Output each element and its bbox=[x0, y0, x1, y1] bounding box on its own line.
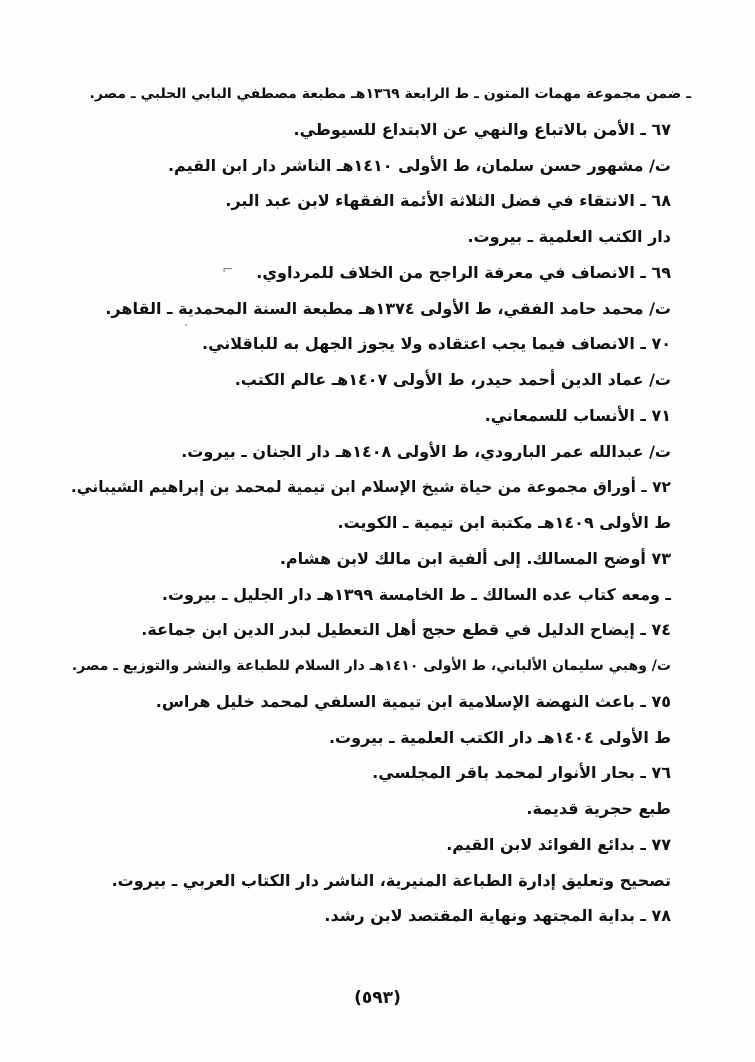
bibliography-line: ط الأولى ١٤٠٩هـ مكتبة ابن تيمية ـ الكويت. bbox=[337, 513, 671, 532]
bibliography-line: تصحيح وتعليق إدارة الطباعة المنيرية، الناشر دار الكتاب العربي ـ بيروت. bbox=[111, 870, 671, 890]
bibliography-entry: ٧٦ ـ بحار الأنوار لمحمد باقر المجلسي. bbox=[372, 763, 671, 783]
bibliography-line: ـ ومعه كتاب عده السالك ـ ط الخامسة ١٣٩٩هـ دار الجليل ـ بيروت. bbox=[161, 584, 671, 604]
bibliography-line: ط الأولى ١٤٠٤هـ دار الكتب العلمية ـ بيروت. bbox=[328, 727, 671, 747]
bibliography-entry: ٧٥ ـ باعث النهضة الإسلامية ابن تيمية السلفي لمحمد خليل هراس. bbox=[155, 691, 671, 711]
bibliography-line: ت/ وهبي سليمان الألباني، ط الأولى ١٤١٠هـ دار السلام للطباعة والنشر والتوزيع ـ مصر. bbox=[71, 658, 671, 674]
scan-dot-icon: · bbox=[184, 318, 189, 334]
bibliography-entry: ٧١ ـ الأنساب للسمعاني. bbox=[484, 405, 671, 425]
bibliography-entry: ٧٤ ـ إيضاح الدليل في قطع حجج أهل التعطيل لبدر الدين ابن جماعة. bbox=[141, 620, 671, 640]
bibliography-entry: ٧٣ أوضح المسالك. إلى ألفية ابن مالك لابن هشام. bbox=[279, 548, 671, 568]
bibliography-entry: ٦٨ ـ الانتقاء في فضل الثلاثة الأئمة الفقهاء لابن عبد البر. bbox=[225, 191, 671, 211]
bibliography-entry: ٧٧ ـ بدائع الفوائد لابن القيم. bbox=[446, 834, 671, 854]
bibliography-entry: ٧٢ ـ أوراق مجموعة من حياة شيخ الإسلام ابن تيمية لمحمد بن إبراهيم الشيباني. bbox=[70, 478, 671, 497]
bibliography-entry: ٦٧ ـ الأمن بالاتباع والنهي عن الابتداع للسيوطي. bbox=[293, 119, 671, 139]
bibliography-line: ـ ضمن مجموعة مهمات المتون ـ ط الرابعة ١٣٦٩هـ مطبعة مصطفي البابي الحلبي ـ مصر. bbox=[89, 86, 691, 102]
bibliography-line: ت/ عبدالله عمر البارودي، ط الأولى ١٤٠٨هـ دار الجنان ـ بيروت. bbox=[181, 441, 671, 461]
bibliography-entry: ٧٨ ـ بداية المجتهد ونهاية المقتصد لابن رشد. bbox=[324, 906, 671, 926]
bibliography-line: ت/ محمد حامد الفقي، ط الأولى ١٣٧٤هـ مطبعة السنة المحمدية ـ القاهر. bbox=[105, 298, 671, 318]
bibliography-line: ت/ عماد الدين أحمد حيدر، ط الأولى ١٤٠٧هـ عالم الكتب. bbox=[234, 370, 671, 389]
scan-mark-icon: ⌐ bbox=[222, 262, 234, 278]
bibliography-list bbox=[70, 84, 691, 942]
bibliography-line: ت/ مشهور حسن سلمان، ط الأولى ١٤١٠هـ الناشر دار ابن القيم. bbox=[167, 155, 671, 175]
bibliography-entry: ٧٠ ـ الانصاف فيما يجب اعتقاده ولا يجوز الجهل به للباقلاني. bbox=[201, 334, 671, 354]
bibliography-line: دار الكتب العلمية ـ بيروت. bbox=[467, 227, 671, 246]
page-number: (٥٩٣) bbox=[354, 988, 401, 1008]
bibliography-line: طبع حجرية قديمة. bbox=[526, 799, 671, 818]
bibliography-entry: ٦٩ ـ الانصاف في معرفة الراجح من الخلاف للمرداوي. bbox=[256, 262, 671, 282]
